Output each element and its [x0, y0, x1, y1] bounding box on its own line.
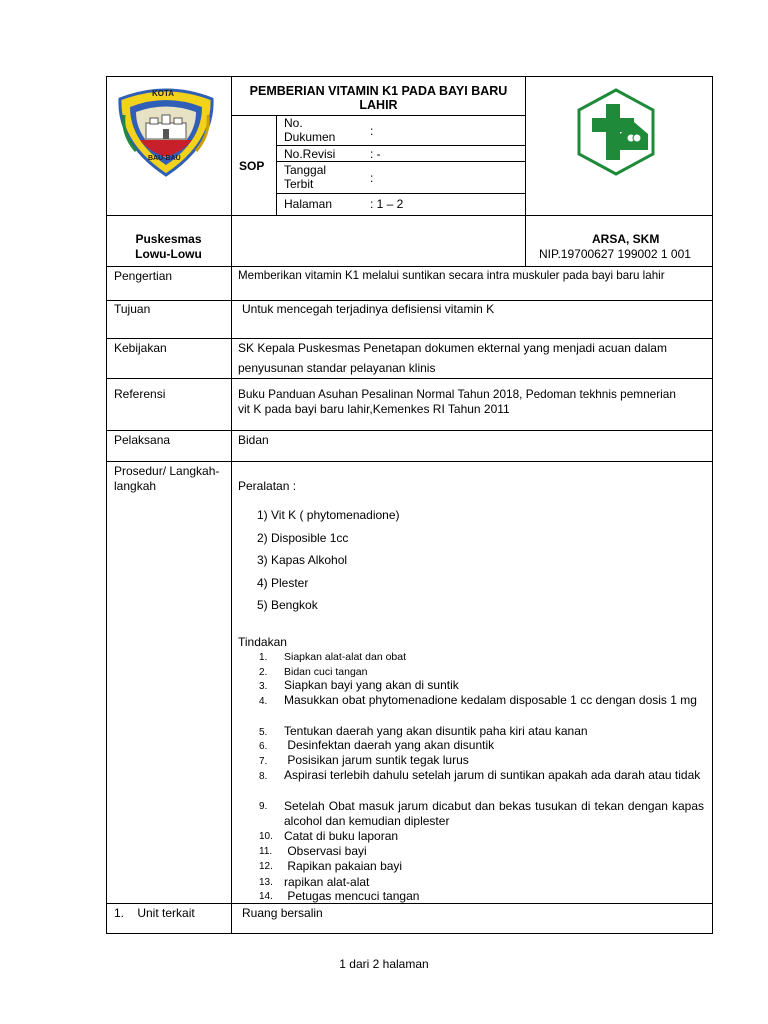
halaman-label: Halaman	[284, 197, 333, 211]
step-text: Masukkan obat phytomenadione kedalam disposable 1 cc dengan dosis 1 mg	[284, 693, 697, 707]
document-title-line1: PEMBERIAN VITAMIN K1 PADA BAYI BARU	[249, 84, 508, 98]
referensi-label: Referensi	[114, 387, 166, 401]
step-number: 12.	[259, 861, 273, 872]
step-text: Desinfektan daerah yang akan disuntik	[284, 738, 495, 752]
step-number: 10.	[259, 831, 273, 842]
page-footer: 1 dari 2 halaman	[339, 957, 429, 971]
step-text: Siapkan alat-alat dan obat	[284, 651, 407, 663]
prosedur-label-1: Prosedur/ Langkah-	[114, 464, 220, 478]
step-number: 5.	[259, 727, 268, 738]
tanggal-terbit-label-2: Terbit	[284, 177, 314, 191]
tujuan-text: Untuk mencegah terjadinya defisiensi vitamin K	[242, 302, 495, 316]
prosedur-label-2: langkah	[114, 479, 157, 493]
sop-label: SOP	[239, 159, 265, 173]
org-name-line2: Lowu-Lowu	[135, 247, 202, 261]
no-dokumen-value: :	[370, 124, 374, 138]
step-text: Catat di buku laporan	[284, 829, 399, 843]
pelaksana-text: Bidan	[238, 433, 269, 447]
step-text: Bidan cuci tangan	[284, 666, 368, 678]
step-number: 2.	[259, 667, 268, 678]
step-text: Aspirasi terlebih dahulu setelah jarum di suntikan apakah ada darah atau tidak	[284, 768, 701, 782]
pengertian-label: Pengertian	[114, 269, 173, 283]
pelaksana-label: Pelaksana	[114, 433, 171, 447]
unit-terkait-text: Ruang bersalin	[242, 906, 323, 920]
puskesmas-logo	[576, 88, 656, 176]
no-revisi-label: No.Revisi	[284, 147, 336, 161]
step-number: 3.	[259, 681, 268, 692]
peralatan-item: 1) Vit K ( phytomenadione)	[257, 508, 400, 522]
tindakan-label: Tindakan	[238, 635, 287, 649]
peralatan-item: 2) Disposible 1cc	[257, 531, 349, 545]
step-number: 6.	[259, 741, 268, 752]
referensi-text-1: Buku Panduan Asuhan Pesalinan Normal Tahun 2018, Pedoman tekhnis pemnerian	[238, 387, 676, 401]
step-text: Observasi bayi	[284, 844, 367, 858]
tujuan-label: Tujuan	[114, 302, 151, 316]
logo-text-baubau: BAU-BAU	[148, 155, 181, 162]
no-dokumen-label-2: Dukumen	[284, 130, 336, 144]
tanggal-terbit-label: Tanggal	[284, 163, 327, 177]
kebijakan-text-2: penyusunan standar pelayanan klinis	[238, 361, 436, 375]
step-text: rapikan alat-alat	[284, 875, 370, 889]
kebijakan-text-1: SK Kepala Puskesmas Penetapan dokumen ekternal yang menjadi acuan dalam	[238, 341, 667, 355]
document-title-line2: LAHIR	[359, 98, 398, 112]
pengertian-text: Memberikan vitamin K1 melalui suntikan secara intra muskuler pada bayi baru lahir	[238, 269, 665, 282]
peralatan-item: 5) Bengkok	[257, 598, 318, 612]
peralatan-label: Peralatan :	[238, 479, 297, 493]
logo-text-kota: KOTA	[152, 89, 175, 98]
no-dokumen-label: No.	[284, 116, 303, 130]
step-number: 4.	[259, 696, 268, 707]
step-text: Rapikan pakaian bayi	[284, 859, 403, 873]
no-revisi-value: : -	[370, 147, 381, 161]
step-number: 11.	[259, 846, 273, 857]
halaman-value: : 1 – 2	[370, 197, 404, 211]
step-text: Petugas mencuci tangan	[284, 889, 420, 903]
peralatan-item: 3) Kapas Alkohol	[257, 553, 348, 567]
step-text: Siapkan bayi yang akan di suntik	[284, 678, 459, 692]
step-text: Posisikan jarum suntik tegak lurus	[284, 753, 469, 767]
step-number: 1.	[259, 652, 268, 663]
peralatan-item: 4) Plester	[257, 576, 309, 590]
signer-name: ARSA, SKM	[592, 232, 660, 246]
step-text: Setelah Obat masuk jarum dicabut dan bekas tusukan di tekan dengan kapas alcohol dan kemudian diplester	[284, 799, 704, 828]
tanggal-terbit-value: :	[370, 171, 374, 185]
step-number: 14.	[259, 891, 273, 902]
step-number: 9.	[259, 801, 268, 812]
signer-nip: NIP.19700627 199002 1 001	[539, 247, 691, 261]
step-text: Tentukan daerah yang akan disuntik paha kiri atau kanan	[284, 724, 588, 738]
kebijakan-label: Kebijakan	[114, 341, 167, 355]
step-number: 8.	[259, 771, 268, 782]
org-name-line1: Puskesmas	[135, 232, 202, 246]
unit-terkait-label: 1. Unit terkait	[114, 906, 195, 920]
step-number: 13.	[259, 877, 273, 888]
step-number: 7.	[259, 756, 268, 767]
referensi-text-2: vit K pada bayi baru lahir,Kemenkes RI Tahun 2011	[238, 402, 510, 416]
